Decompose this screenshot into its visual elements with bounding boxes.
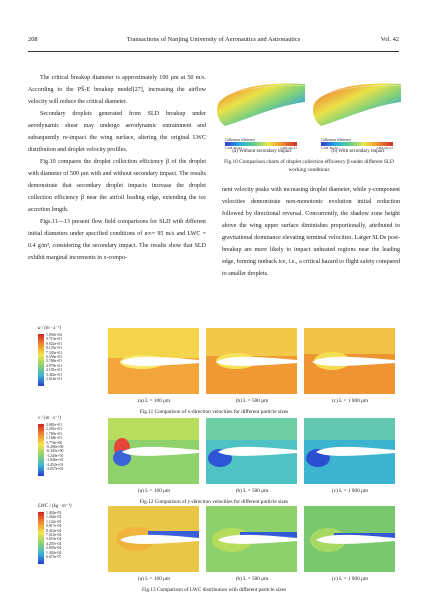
figure-11 xyxy=(28,326,400,421)
figure-caption: Fig.12 Comparison of y-direction velocities for different particle sizes xyxy=(139,499,289,505)
flow-field-plot xyxy=(206,506,297,572)
figure-caption: Fig.10 Comparison charts of droplet collection efficiency β under different SLD working conditions xyxy=(224,159,394,173)
legend-values xyxy=(46,423,63,471)
colorbar-title: Collection efficiency xyxy=(321,138,352,142)
right-text-column xyxy=(222,184,400,280)
flow-field-plot xyxy=(108,506,199,572)
legend-value: 8.414e-04 xyxy=(46,528,62,533)
subfigure-label: (a) L = 100 μm xyxy=(137,398,171,404)
legend-value: -1.846e+01 xyxy=(46,458,64,463)
legend xyxy=(38,416,94,472)
figure-13 xyxy=(28,504,400,599)
legend-value: -6.345e+00 xyxy=(46,449,64,454)
flow-field-plot xyxy=(304,418,395,484)
legend-value: 1.050e+02 xyxy=(46,333,63,337)
legend-value: 1.402e-03 xyxy=(46,511,62,515)
subfigure-label: (a) L = 100 μm xyxy=(137,576,171,582)
legend-value: 6.556e+01 xyxy=(46,355,63,360)
figure-12 xyxy=(28,416,400,511)
legend-title: u / (m · s⁻¹) xyxy=(38,326,62,331)
running-header xyxy=(0,34,427,48)
legend-value: 1.168e+01 xyxy=(46,436,63,441)
subfigure-label: (c) L = 1 000 μm xyxy=(331,576,369,582)
legend-value: 5.768e+01 xyxy=(46,359,63,364)
paragraph: The critical breakup diameter is approximately 100 μm at 50 m/s. According to the PŠ-E breakup model[27], increasing the airflow velocity will reduce the critical diameter. xyxy=(28,75,206,105)
legend xyxy=(38,326,94,382)
legend-value: 4.979e+01 xyxy=(46,363,63,368)
colorbar-max: 2.486 20e-01 xyxy=(376,145,393,150)
subfigure-label: (c) L = 1 000 μm xyxy=(331,398,369,404)
legend-value: 4.207e-04 xyxy=(46,541,62,546)
colorbar-min: 1.938 30e-02 xyxy=(225,145,242,150)
colorbar xyxy=(321,138,393,150)
paragraph: Fig.10 compares the droplet collection efficiency β of the droplet with diameter of 500 μm with and without secondary impact. The results demonstrate that secondary droplet impacts increase the droplet collection efficiency β near the airfoil leading edge, extending the ice accretion length. xyxy=(28,159,206,213)
colorbar-title: Collection efficiency xyxy=(225,138,256,142)
legend-value: 9.710e+01 xyxy=(46,337,63,342)
subfigure-label: (a) Without secondary impact xyxy=(232,149,292,154)
legend-value: 1.122e-03 xyxy=(46,519,62,524)
legend-value: -3.057e+01 xyxy=(46,467,64,472)
left-text-column xyxy=(28,72,206,264)
paragraph: Secondary droplets generated from SLD breakup under aerodynamic shear may undergo aerodynamic entrainment and subsequently re-impact the wing surface, altering the original LWC distribution and droplet velocity profiles. xyxy=(28,111,206,153)
paragraph: Figs.11—13 present flow field comparisons for SLD with different initial diameters under specified conditions of u∞= 95 m/s and LWC = 0.4 g/m³, considering the secondary impact. The results show that SLD exhibit marginal increments in x-compo- xyxy=(28,219,206,261)
legend-value: 2.614e+01 xyxy=(46,377,63,382)
legend-value: 9.817e-04 xyxy=(46,524,62,529)
flow-field-plot xyxy=(304,506,395,572)
colorbar-min: 1.938 30e-02 xyxy=(321,145,338,150)
page-number: 208 xyxy=(28,36,38,43)
legend-value: 5.610e-04 xyxy=(46,537,62,542)
legend xyxy=(38,504,94,560)
wing-collection-efficiency-plot xyxy=(311,80,405,132)
subfigure-label: (b) L = 500 μm xyxy=(235,398,269,404)
subfigure-label: (c) L = 1 000 μm xyxy=(331,488,369,494)
figure-10 xyxy=(215,80,403,176)
flow-field-plot xyxy=(108,418,199,484)
legend-values xyxy=(46,511,61,559)
figure-caption: Fig.11 Comparison of x-direction velocities for different particle sizes xyxy=(139,409,289,415)
colorbar xyxy=(225,138,297,150)
legend-value: 2.291e+01 xyxy=(46,427,63,432)
flow-field-plot xyxy=(206,328,297,394)
journal-title: Transactions of Nanjing University of Aeronautics and Astronautics xyxy=(126,36,301,43)
legend-colorbar xyxy=(38,334,44,386)
flow-field-plot xyxy=(206,418,297,484)
header-rule xyxy=(28,51,399,52)
legend-title: LWC / (kg · m⁻³) xyxy=(38,504,72,509)
legend-colorbar xyxy=(38,424,44,476)
legend-value: 3.402e+01 xyxy=(46,372,63,377)
legend-value: 2.681e+01 xyxy=(46,423,63,427)
legend-value: 5.776e+00 xyxy=(46,440,63,445)
legend-value: -1.240e+01 xyxy=(46,453,64,458)
flow-field-plot xyxy=(108,328,199,394)
legend-value: 1.769e+01 xyxy=(46,431,63,436)
subfigure-label: (b) L = 500 μm xyxy=(235,576,269,582)
figure-caption: Fig.13 Comparison of LWC distribution with different particle sizes xyxy=(141,587,287,593)
legend-value: 2.805e-04 xyxy=(46,546,62,551)
paragraph: nent velocity peaks with increasing droplet diameter, while y-component velocities demonstrate non-monotonic evolution initial reduction followed by directional reversal. Concurrently, the shadow zone height above the wing upper surface diminishes proportionally, attributed to gravitational dominance elevating terminal velocities. Larger SLDs post-breakup are more likely to impact unheated regions near the leading edge, forming runback ice, i.e., a critical hazard to flight safety compared to smaller droplets. xyxy=(222,187,400,277)
wing-collection-efficiency-plot xyxy=(215,80,309,132)
subfigure-label: (b) With secondary impact xyxy=(331,149,385,154)
legend-colorbar xyxy=(38,512,44,564)
legend-title: v / (m · s⁻¹) xyxy=(38,416,61,421)
colorbar-max: 2.486 20e-01 xyxy=(280,145,297,150)
legend-values xyxy=(46,333,62,381)
legend-value: 1.262e-03 xyxy=(46,515,62,520)
legend-value: -0.286e+00 xyxy=(46,445,64,450)
legend-value: 8.922e+01 xyxy=(46,341,63,346)
legend-value: 7.012e-04 xyxy=(46,533,62,538)
subfigure-label: (a) L = 100 μm xyxy=(137,488,171,494)
volume-label: Vol. 42 xyxy=(380,36,399,43)
legend-value: 8.133e+01 xyxy=(46,346,63,351)
flow-field-plot xyxy=(304,328,395,394)
legend-value: 4.191e+01 xyxy=(46,368,63,373)
legend-value: -2.452e+01 xyxy=(46,462,64,467)
legend-value: 1.402e-04 xyxy=(46,550,62,555)
legend-value: 7.345e+01 xyxy=(46,350,63,355)
legend-value: 6.675e-07 xyxy=(46,555,62,560)
subfigure-label: (b) L = 500 μm xyxy=(235,488,269,494)
